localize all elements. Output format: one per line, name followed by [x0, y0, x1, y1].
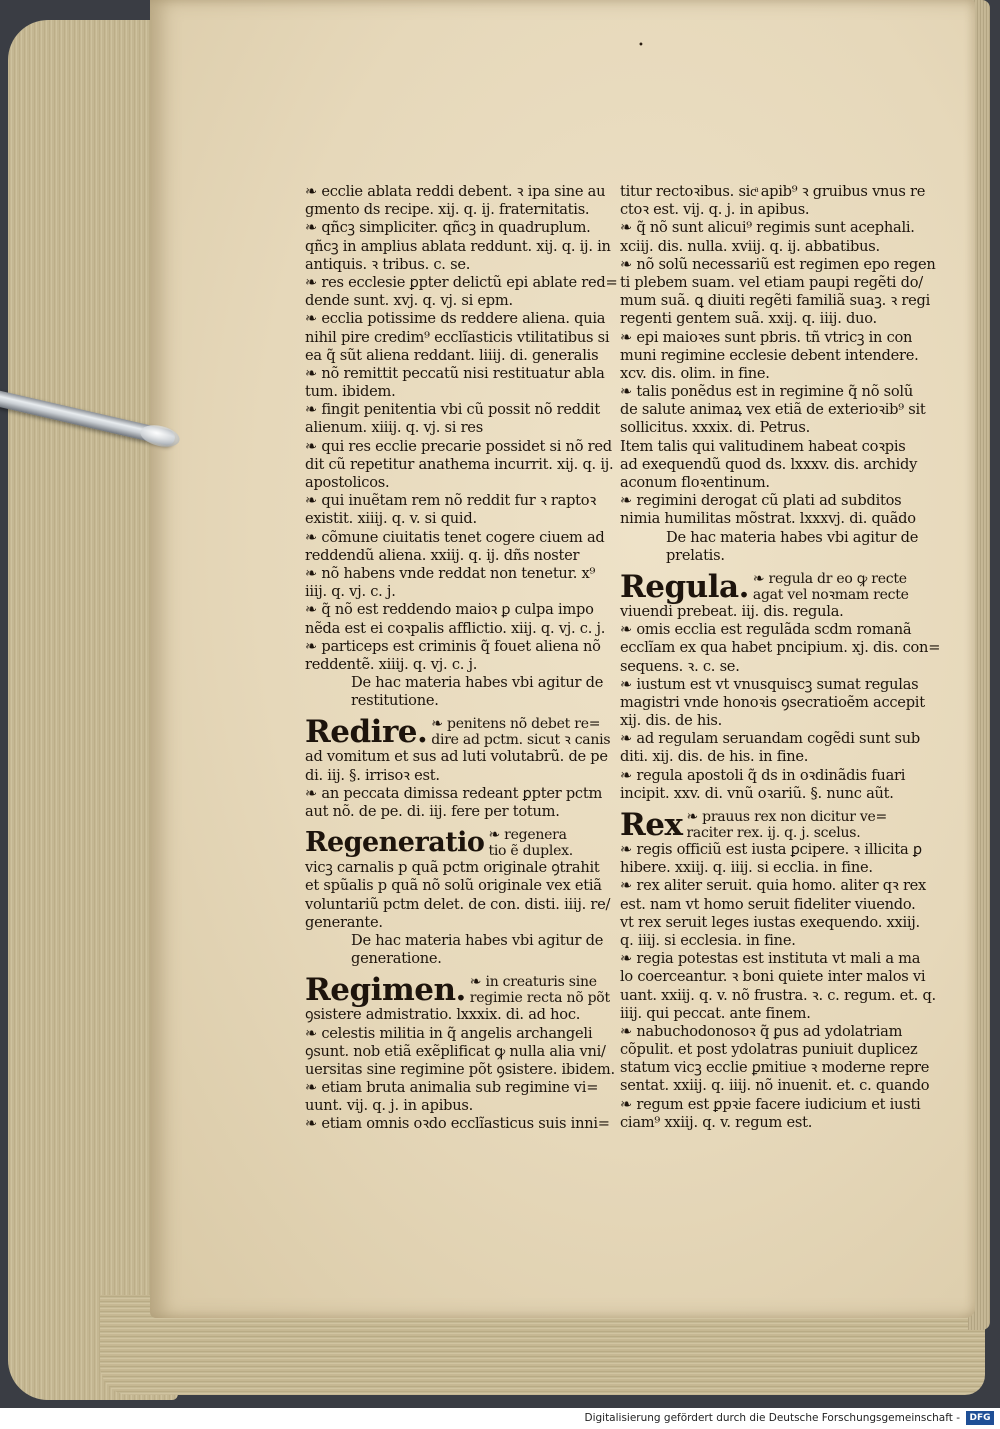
redire-head-line: ❧ penitens nõ debet re= [431, 716, 601, 733]
text-line: de salute animaꝝ vex etiã de exterioꝛib⁹ sit [620, 401, 926, 419]
text-line: sequens. ꝛ. c. se. [620, 657, 740, 675]
text-line: ea q̃ sũt aliena reddant. liiij. di. generalis [305, 346, 599, 364]
regula-head-line: agat vel noꝛmam recte [752, 586, 909, 603]
right-entries-a [620, 183, 936, 529]
text-line: ti plebem suam. vel etiam paupi regẽti do/ [620, 273, 923, 291]
text-line: De hac materia habes vbi agitur de [351, 674, 604, 692]
text-line: xij. dis. de his. [620, 712, 723, 730]
regimen-head-line: regimie recta nõ põt [469, 990, 610, 1007]
text-line: restitutione. [351, 692, 439, 710]
text-line: ❧ nõ remittit peccatũ nisi restituatur abla [305, 364, 605, 382]
text-line: cõpulit. et post ydolatras puniuit duplicez [620, 1041, 918, 1059]
redire-head-line: dire ad pctm. sicut ꝛ canis [431, 732, 611, 749]
text-line: ❧ etiam omnis oꝛdo ecclĩasticus suis inni= [305, 1115, 610, 1133]
text-line: diti. xij. dis. de his. in fine. [620, 748, 809, 766]
text-line: uersitas sine regimine põt ꝯsistere. ibidem. [305, 1060, 615, 1078]
text-line: statum vicꝫ ecclie ꝑmitiue ꝛ moderne repre [620, 1059, 930, 1077]
entry-regimen [305, 968, 610, 1009]
text-line: ❧ ecclie ablata reddi debent. ꝛ ipa sine au [305, 183, 606, 200]
text-line: titur rectoꝛibus. sicͣ apib⁹ ꝛ gruibus vnus re [620, 183, 926, 200]
text-line: apostolicos. [305, 474, 390, 491]
entry-redire [305, 710, 611, 751]
heading-regimen: Regimen. [305, 972, 466, 1009]
text-line: generante. [305, 913, 383, 931]
text-line: ❧ regula apostoli q̃ ds in oꝛdinãdis fuari [620, 766, 906, 784]
text-line: ❧ nabuchodonosoꝛ q̃ ꝑus ad ydolatriam [620, 1022, 903, 1040]
rex-head-line: ❧ prauus rex non dicitur ve= [686, 809, 888, 825]
right-column [620, 183, 941, 1132]
text-line: vt rex seruit leges iustas exequendo. xxiij. [620, 913, 920, 931]
regeneratio-head-lines [488, 827, 573, 859]
text-line: ❧ fingit penitentia vbi cũ possit nõ reddit [305, 401, 600, 419]
regimen-lines [305, 1006, 615, 1133]
text-line: ❧ epi maioꝛes sunt pbris. tñ vtricꝫ in con [620, 328, 913, 346]
regula-lines [620, 602, 941, 803]
text-line: ❧ res ecclesie ꝑpter delictũ epi ablate red= [305, 273, 618, 291]
footer-credit: Digitalisierung gefördert durch die Deutsche Forschungsgemeinschaft - [584, 1412, 960, 1424]
text-line: vicꝫ carnalis p quã pctm originale ꝯtrahit [305, 859, 600, 877]
text-line: ❧ an peccata dimissa redeant ꝑpter pctm [305, 784, 603, 802]
regeneratio-head-line: ❧ regenera [488, 827, 567, 844]
text-line: antiquis. ꝛ tribus. c. se. [305, 255, 471, 273]
text-line: existit. xiiij. q. v. si quid. [305, 510, 477, 528]
text-line: viuendi prebeat. iij. dis. regula. [620, 602, 844, 620]
heading-rex: Rex [620, 807, 683, 843]
text-line: ciam⁹ xxiij. q. v. regum est. [620, 1113, 813, 1131]
text-line: ❧ celestis militia in q̃ angelis archangeli [305, 1024, 593, 1042]
text-line: ctoꝛ est. vij. q. j. in apibus. [620, 201, 810, 219]
text-line: ad exequendũ quod ds. lxxxv. dis. archidy [620, 455, 918, 473]
page-mark: • [638, 40, 644, 51]
rex-head-line: raciter rex. ij. q. j. scelus. [686, 825, 861, 841]
text-line: nimia humilitas mõstrat. lxxxvj. di. quãdo [620, 510, 916, 528]
text-line: est. nam vt homo seruit fideliter viuendo. [620, 895, 916, 913]
text-line: dende sunt. xvj. q. vj. si epm. [305, 292, 513, 310]
redire-head-lines [431, 716, 610, 748]
rex-lines [620, 841, 936, 1132]
text-line: mum suã. ꝗ diuiti regẽti familiã suaꝫ. ꝛ regi [620, 292, 931, 310]
text-line: ❧ regia potestas est instituta vt mali a ma [620, 950, 921, 968]
text-line: ❧ rex aliter seruit. quia homo. aliter qꝛ rex [620, 877, 927, 895]
text-line: qñcꝫ in amplius ablata reddunt. xij. q. ij. in [305, 237, 611, 255]
text-line: ❧ qñcꝫ simpliciter. qñcꝫ in quadruplum. [305, 219, 591, 237]
text-line: incipit. xxv. di. vnũ oꝛariũ. §. nunc aũt. [620, 784, 894, 802]
regeneratio-head-line: tio ẽ duplex. [488, 843, 573, 860]
footer-bar [0, 1408, 1000, 1429]
text-line: De hac materia habes vbi agitur de [666, 528, 919, 546]
text-line: et spũalis p quã nõ solũ originale vex etiã [305, 877, 602, 895]
text-line: ❧ regimini derogat cũ plati ad subditos [620, 492, 902, 510]
text-line: ❧ regis officiũ est iusta ꝑcipere. ꝛ illicita ꝑ [620, 841, 922, 858]
text-line: q. iiij. si ecclesia. in fine. [620, 931, 796, 949]
entry-rex [620, 803, 920, 841]
regeneratio-lines [305, 859, 610, 932]
text-line: magistri vnde honoꝛis ꝯsecratioẽm accepit [620, 693, 925, 711]
text-line: prelatis. [666, 546, 725, 564]
heading-regula: Regula. [620, 568, 749, 605]
text-line: ❧ nõ solũ necessariũ est regimen epo regen [620, 255, 936, 273]
text-line: voluntariũ pctm delet. de con. disti. iiij. re/ [305, 895, 611, 913]
text-line: nẽda est ei coꝛpalis afflictio. xiij. q. vj. c. j. [305, 619, 606, 637]
text-line: ❧ ecclia potissime ds reddere aliena. quia [305, 310, 606, 328]
text-line: sentat. xxiij. q. iiij. nõ inuenit. et. c. quando [620, 1077, 930, 1095]
left-column [305, 183, 618, 1134]
text-line: ❧ etiam bruta animalia sub regimine vi= [305, 1079, 599, 1097]
text-line: sollicitus. xxxix. di. Petrus. [620, 419, 810, 437]
text-line: ecclĩam ex qua habet pncipium. xj. dis. con= [620, 639, 941, 657]
regimen-head-lines [470, 974, 610, 1006]
text-line: ❧ ad regulam seruandam cogẽdi sunt sub [620, 730, 920, 748]
text-line: ❧ nõ habens vnde reddat non tenetur. x⁹ [305, 564, 596, 582]
text-line: ꝯsistere admistratio. lxxxix. di. ad hoc. [305, 1006, 581, 1024]
entry-regula [620, 565, 920, 603]
text-line: aconum floꝛentinum. [620, 474, 770, 491]
text-line: gmento ds recipe. xij. q. ij. fraternitatis. [305, 201, 590, 219]
text-line: ❧ q̃ nõ est reddendo maioꝛ ꝑ culpa impo [305, 601, 594, 619]
text-line: iiij. qui peccat. ante finem. [620, 1004, 811, 1022]
regeneratio-see-also [305, 932, 610, 968]
redire-lines [305, 748, 610, 821]
text-line: reddentẽ. xiiij. q. vj. c. j. [305, 655, 478, 673]
left-entries-a [305, 183, 618, 674]
text-line: lo coerceantur. ꝛ boni quiete inter malos vi [620, 968, 926, 986]
text-line: alienum. xiiij. q. vj. si res [305, 419, 483, 437]
heading-redire: Redire. [305, 714, 428, 751]
text-line: ❧ cõmune ciuitatis tenet cogere ciuem ad [305, 528, 605, 546]
entry-regeneratio [305, 821, 610, 859]
text-line: ❧ q̃ nõ sunt alicui⁹ regimis sunt acephali. [620, 219, 915, 237]
text-line: iiij. q. vj. c. j. [305, 583, 396, 601]
text-line: nihil pire credim⁹ ecclĩasticis vtilitatibus si [305, 328, 610, 346]
text-line: ❧ particeps est criminis q̃ fouet aliena nõ [305, 637, 601, 655]
text-line: xcv. dis. olim. in fine. [620, 364, 770, 382]
text-line: ❧ talis ponẽdus est in regimine q̃ nõ solũ [620, 383, 913, 401]
text-line: xciij. dis. nulla. xviij. q. ij. abbatibus. [620, 237, 880, 255]
text-line: ❧ iustum est vt vnusquiscꝫ sumat regulas [620, 675, 919, 693]
regimen-head-line: ❧ in creaturis sine [469, 974, 597, 991]
text-line: muni regimine ecclesie debent intendere. [620, 346, 919, 364]
heading-regeneratio: Regeneratio [305, 827, 485, 859]
regula-head-lines [753, 571, 909, 603]
text-line: regenti gentem suã. xxij. q. iiij. duo. [620, 310, 877, 328]
text-line: ❧ qui res ecclie precarie possidet si nõ red [305, 437, 612, 455]
text-line: ad vomitum et sus ad luti volutabrũ. de pe [305, 748, 608, 766]
text-line: Item talis qui valitudinem habeat coꝛpis [620, 437, 906, 455]
text-line: reddendũ aliena. xxiij. q. ij. dñs noster [305, 546, 580, 564]
text-line: ❧ regum est ꝑpꝛie facere iudicium et iusti [620, 1095, 921, 1113]
text-line: ❧ omis ecclia est regulãda scdm romanã [620, 621, 912, 639]
text-line: tum. ibidem. [305, 383, 396, 401]
regula-head-line: ❧ regula dr eo ꝙ recte [752, 570, 907, 587]
text-line: ❧ qui inuẽtam rem nõ reddit fur ꝛ raptoꝛ [305, 492, 596, 510]
text-line: uunt. vij. q. j. in apibus. [305, 1097, 474, 1115]
text-line: De hac materia habes vbi agitur de [351, 931, 604, 949]
text-line: dit cũ repetitur anathema incurrit. xij. q. ij. [305, 455, 614, 473]
text-line: generatione. [351, 950, 442, 968]
text-line: di. iij. §. irrisoꝛ est. [305, 766, 440, 784]
dfg-logo: DFG [966, 1411, 994, 1425]
left-see-also-a [305, 674, 610, 710]
rex-head-lines [686, 809, 887, 841]
text-line: aut nõ. de pe. di. iij. fere per totum. [305, 803, 560, 820]
text-line: hibere. xxiij. q. iiij. si ecclia. in fine. [620, 859, 873, 877]
right-see-also-a [620, 529, 920, 565]
text-line: uant. xxiij. q. v. nõ frustra. ꝛ. c. regum. et. q. [620, 986, 936, 1004]
text-line: ꝯsunt. nob etiã exẽplificat ꝙ nulla alia vni/ [305, 1042, 606, 1060]
